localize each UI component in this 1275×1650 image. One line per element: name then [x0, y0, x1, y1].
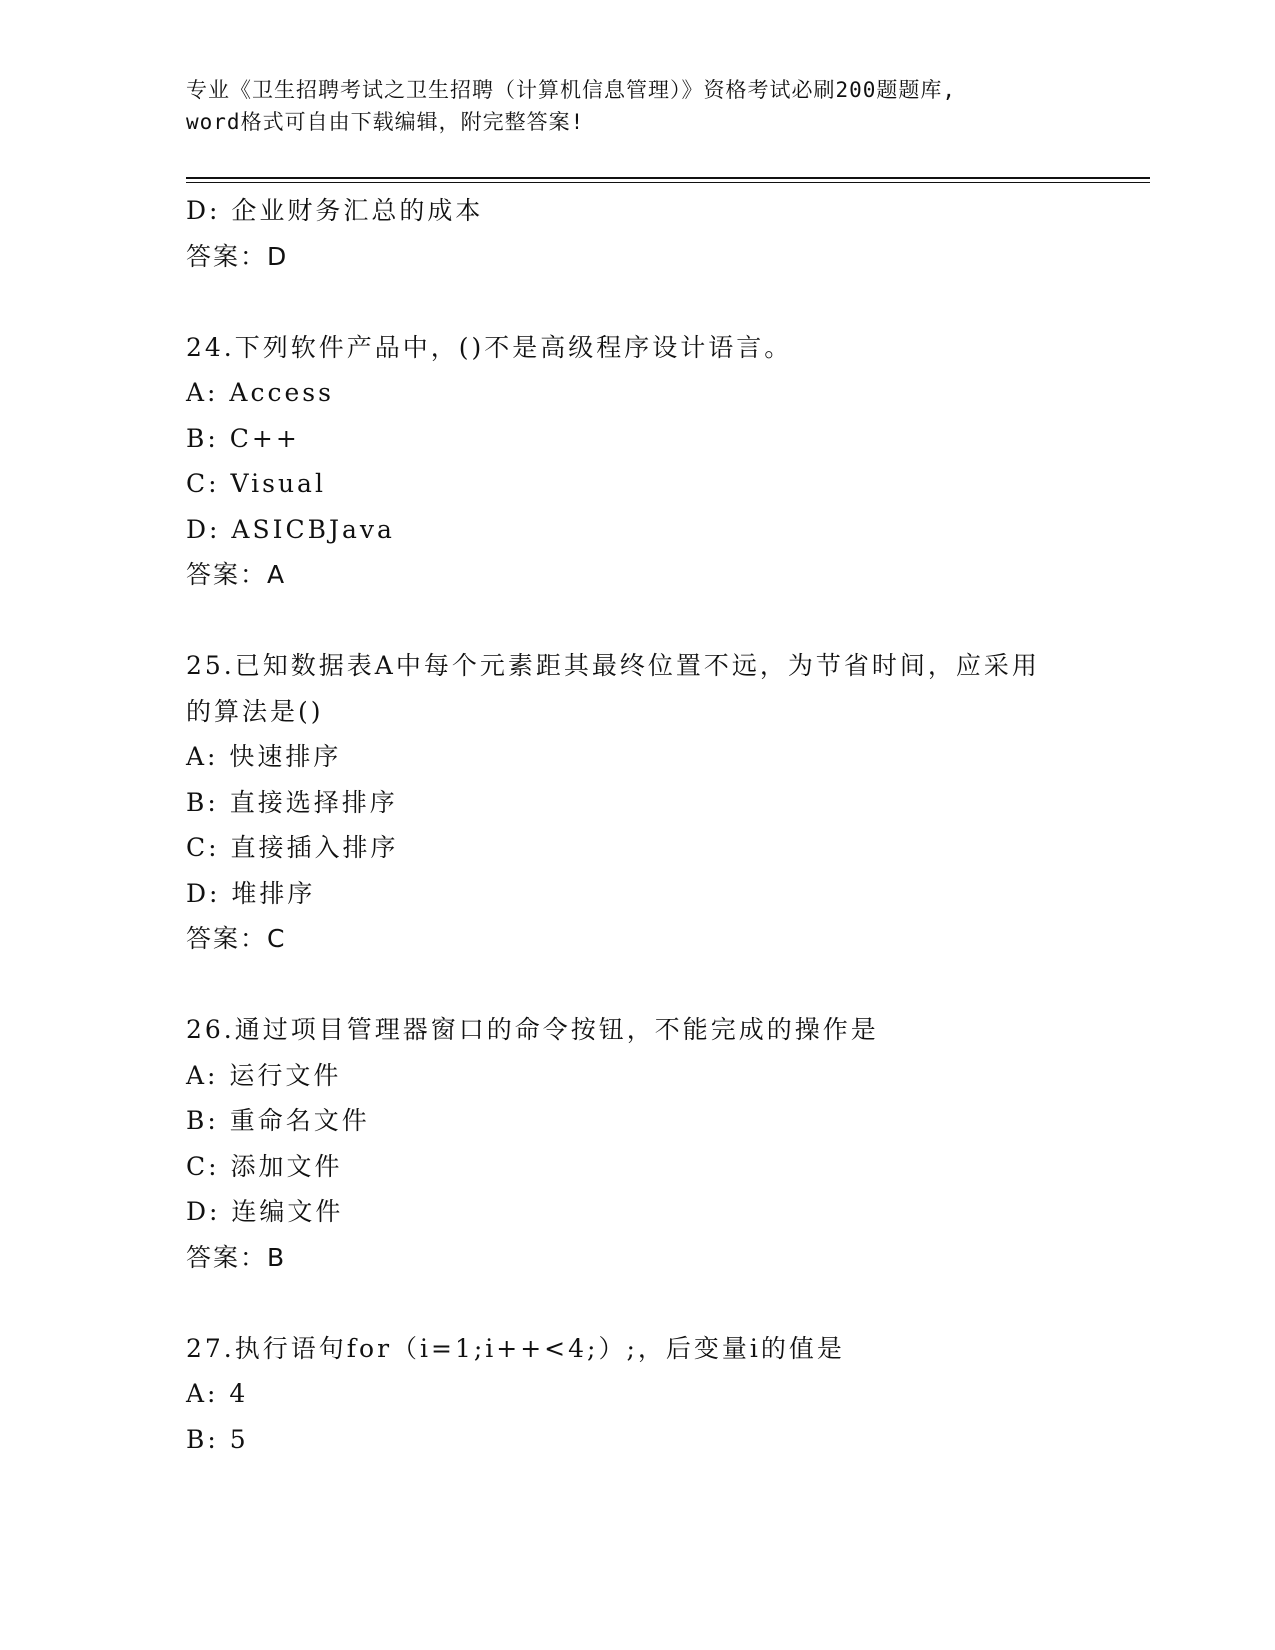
document-header [186, 74, 1086, 138]
question-text: 24.下列软件产品中，()不是高级程序设计语言。 [186, 332, 793, 362]
question-list [186, 188, 1086, 1462]
option-a: A: Access [186, 378, 334, 407]
option-b: B: 5 [186, 1424, 249, 1454]
question-text: 26.通过项目管理器窗口的命令按钮，不能完成的操作是 [186, 1015, 879, 1044]
option-d: D: 连编文件 [186, 1197, 344, 1226]
spacer [186, 598, 1086, 644]
header-line-1: 专业《卫生招聘考试之卫生招聘（计算机信息管理）》资格考试必刷200题题库, [186, 78, 957, 102]
spacer [186, 279, 1086, 325]
option-b: B: C++ [186, 423, 300, 453]
question-24 [186, 325, 1086, 598]
answer-line: 答案：D [186, 241, 289, 271]
answer-line: 答案：A [186, 560, 287, 589]
option-a: A: 运行文件 [186, 1060, 342, 1090]
option-d: D: 堆排序 [186, 878, 316, 908]
spacer [186, 962, 1086, 1008]
question-text-continued: 的算法是() [186, 696, 324, 726]
question-25 [186, 643, 1086, 962]
header-divider-thick [186, 177, 1150, 179]
question-text: 25.已知数据表A中每个元素距其最终位置不远，为节省时间，应采用 [186, 651, 1040, 680]
header-divider-thin [186, 182, 1150, 183]
option-c: C: 添加文件 [186, 1151, 343, 1181]
question-26 [186, 1007, 1086, 1280]
option-d: D: 企业财务汇总的成本 [186, 196, 484, 225]
header-line-2: word格式可自由下载编辑，附完整答案! [186, 110, 585, 134]
option-c: C: Visual [186, 469, 326, 498]
answer-line: 答案：C [186, 924, 287, 953]
option-d: D: ASICBJava [186, 514, 395, 544]
question-text: 27.执行语句for（i=1;i++<4;）;，后变量i的值是 [186, 1333, 845, 1363]
option-a: A: 4 [186, 1379, 249, 1408]
spacer [186, 1280, 1086, 1326]
option-a: A: 快速排序 [186, 742, 342, 771]
option-c: C: 直接插入排序 [186, 833, 399, 862]
answer-line: 答案：B [186, 1242, 287, 1272]
option-b: B: 直接选择排序 [186, 787, 398, 817]
question-27 [186, 1326, 1086, 1463]
option-b: B: 重命名文件 [186, 1106, 370, 1135]
